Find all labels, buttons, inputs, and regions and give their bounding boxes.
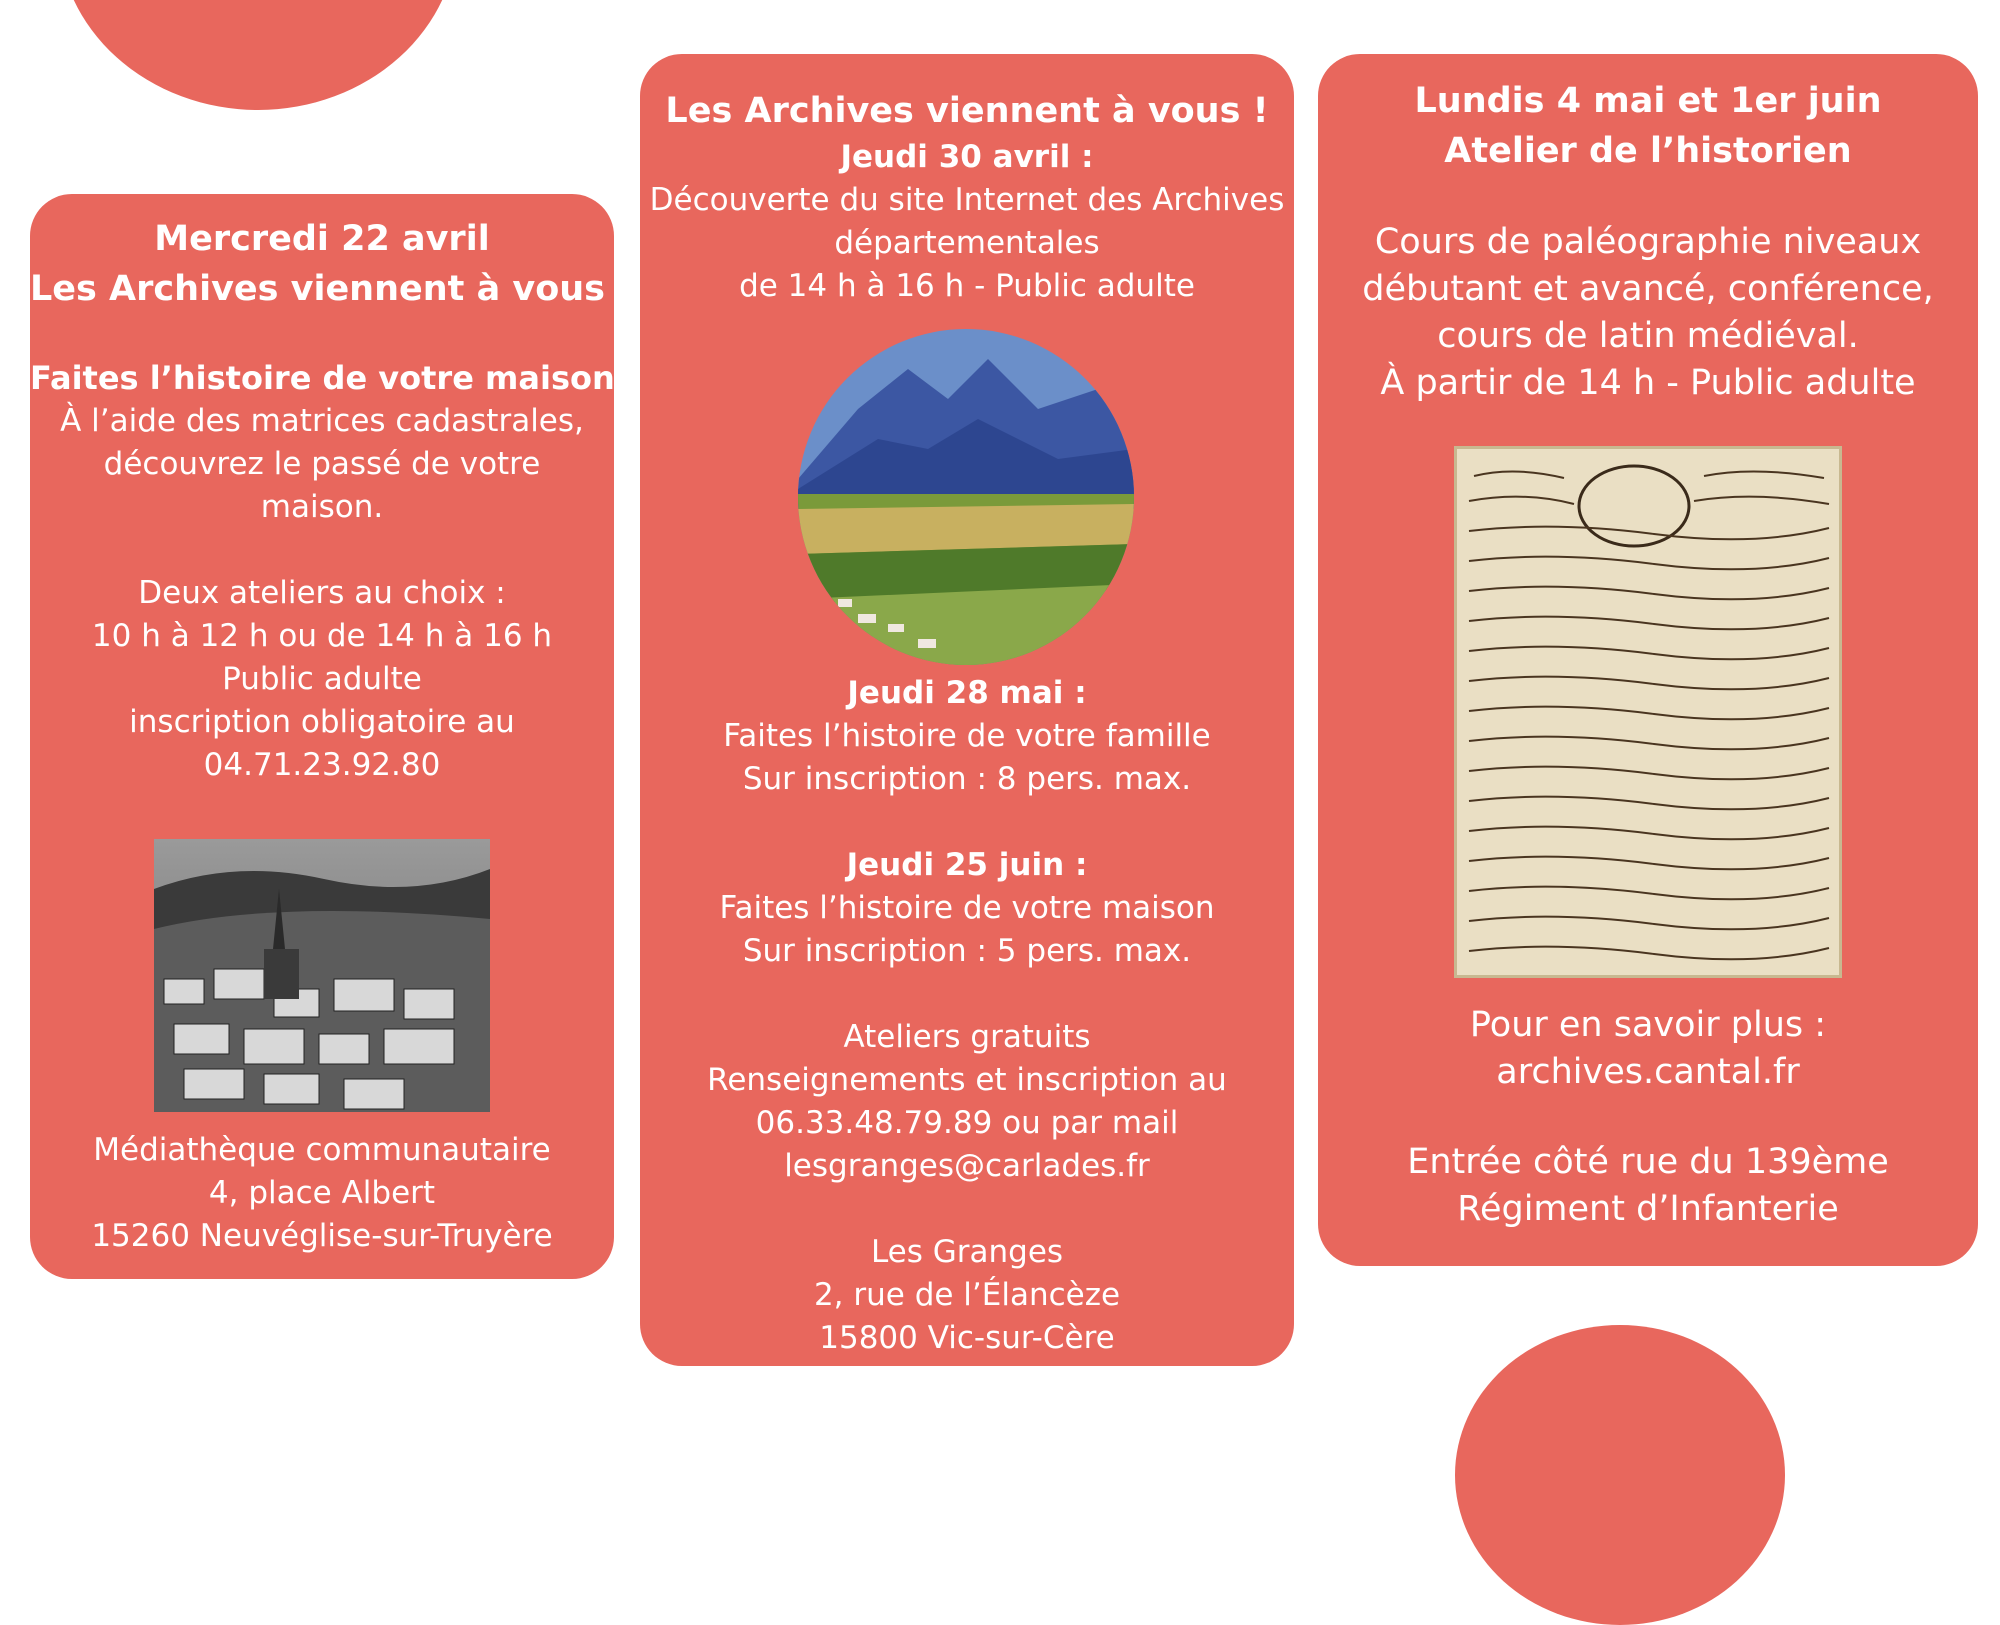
card1-desc-line: À l’aide des matrices cadastrales,: [60, 403, 584, 439]
card1-address-line: 15260 Neuvéglise-sur-Truyère: [91, 1218, 553, 1254]
card3-desc-line: débutant et avancé, conférence,: [1362, 269, 1934, 309]
card3-website-link[interactable]: archives.cantal.fr: [1496, 1052, 1800, 1092]
card3-more-label: Pour en savoir plus :: [1469, 1005, 1827, 1045]
card2-email[interactable]: lesgranges@carlades.fr: [784, 1148, 1150, 1184]
card2-info-line: Ateliers gratuits: [843, 1019, 1091, 1055]
card1-phone: 04.71.23.92.80: [203, 747, 441, 783]
event-card-atelier-historien: [1318, 54, 1978, 1266]
card3-title-line: Atelier de l’historien: [1444, 131, 1852, 171]
card2-event3-date: Jeudi 25 juin :: [846, 847, 1088, 883]
card2-event2-line: Sur inscription : 8 pers. max.: [742, 761, 1192, 797]
card1-info-line: 10 h à 12 h ou de 14 h à 16 h: [91, 618, 553, 654]
card2-event2-date: Jeudi 28 mai :: [847, 675, 1087, 711]
card2-phone: 06.33.48.79.89 ou par mail: [755, 1105, 1179, 1141]
card3-desc-line: À partir de 14 h - Public adulte: [1380, 363, 1916, 403]
card1-title-line: Mercredi 22 avril: [154, 219, 490, 259]
card1-desc-line: maison.: [260, 489, 384, 525]
decorative-circle-top: [58, 0, 458, 110]
card2-address-line: 2, rue de l’Élancèze: [813, 1277, 1121, 1313]
card1-desc-line: découvrez le passé de votre: [103, 446, 541, 482]
old-manuscript-image: [1454, 446, 1842, 978]
event-card-neuveglise: [30, 194, 634, 1279]
card3-desc-line: cours de latin médiéval.: [1437, 316, 1859, 356]
card2-address-line: 15800 Vic-sur-Cère: [819, 1320, 1115, 1356]
card2-event3-line: Sur inscription : 5 pers. max.: [742, 933, 1192, 969]
card1-info-line: inscription obligatoire au: [129, 704, 515, 740]
card2-event2-line: Faites l’histoire de votre famille: [723, 718, 1211, 754]
card3-entry-line: Entrée côté rue du 139ème: [1407, 1142, 1889, 1182]
card3-title-line: Lundis 4 mai et 1er juin: [1414, 81, 1882, 121]
decorative-circle-bottom: [1455, 1325, 1785, 1625]
mountain-valley-painting: [798, 329, 1134, 665]
card2-event1-date: Jeudi 30 avril :: [840, 139, 1094, 175]
card1-title-line: Les Archives viennent à vous !: [30, 269, 634, 309]
card2-title: Les Archives viennent à vous !: [665, 91, 1269, 131]
card2-event3-line: Faites l’histoire de votre maison: [719, 890, 1215, 926]
card1-address-line: 4, place Albert: [208, 1175, 436, 1211]
card1-info-line: Deux ateliers au choix :: [138, 575, 506, 611]
card2-event1-line: départementales: [834, 225, 1100, 261]
event-card-vic-sur-cere: [640, 54, 1294, 1366]
card1-subtitle: Faites l’histoire de votre maison: [30, 359, 615, 397]
card3-desc-line: Cours de paléographie niveaux: [1374, 222, 1922, 262]
card1-info-line: Public adulte: [222, 661, 422, 697]
card3-entry-line: Régiment d’Infanterie: [1457, 1189, 1839, 1229]
card2-info-line: Renseignements et inscription au: [707, 1062, 1227, 1098]
village-aerial-photo: [154, 839, 490, 1112]
card1-address-line: Médiathèque communautaire: [93, 1132, 551, 1168]
card2-event1-line: Découverte du site Internet des Archives: [649, 182, 1285, 218]
card2-event1-line: de 14 h à 16 h - Public adulte: [739, 268, 1195, 304]
card2-address-line: Les Granges: [870, 1234, 1064, 1270]
